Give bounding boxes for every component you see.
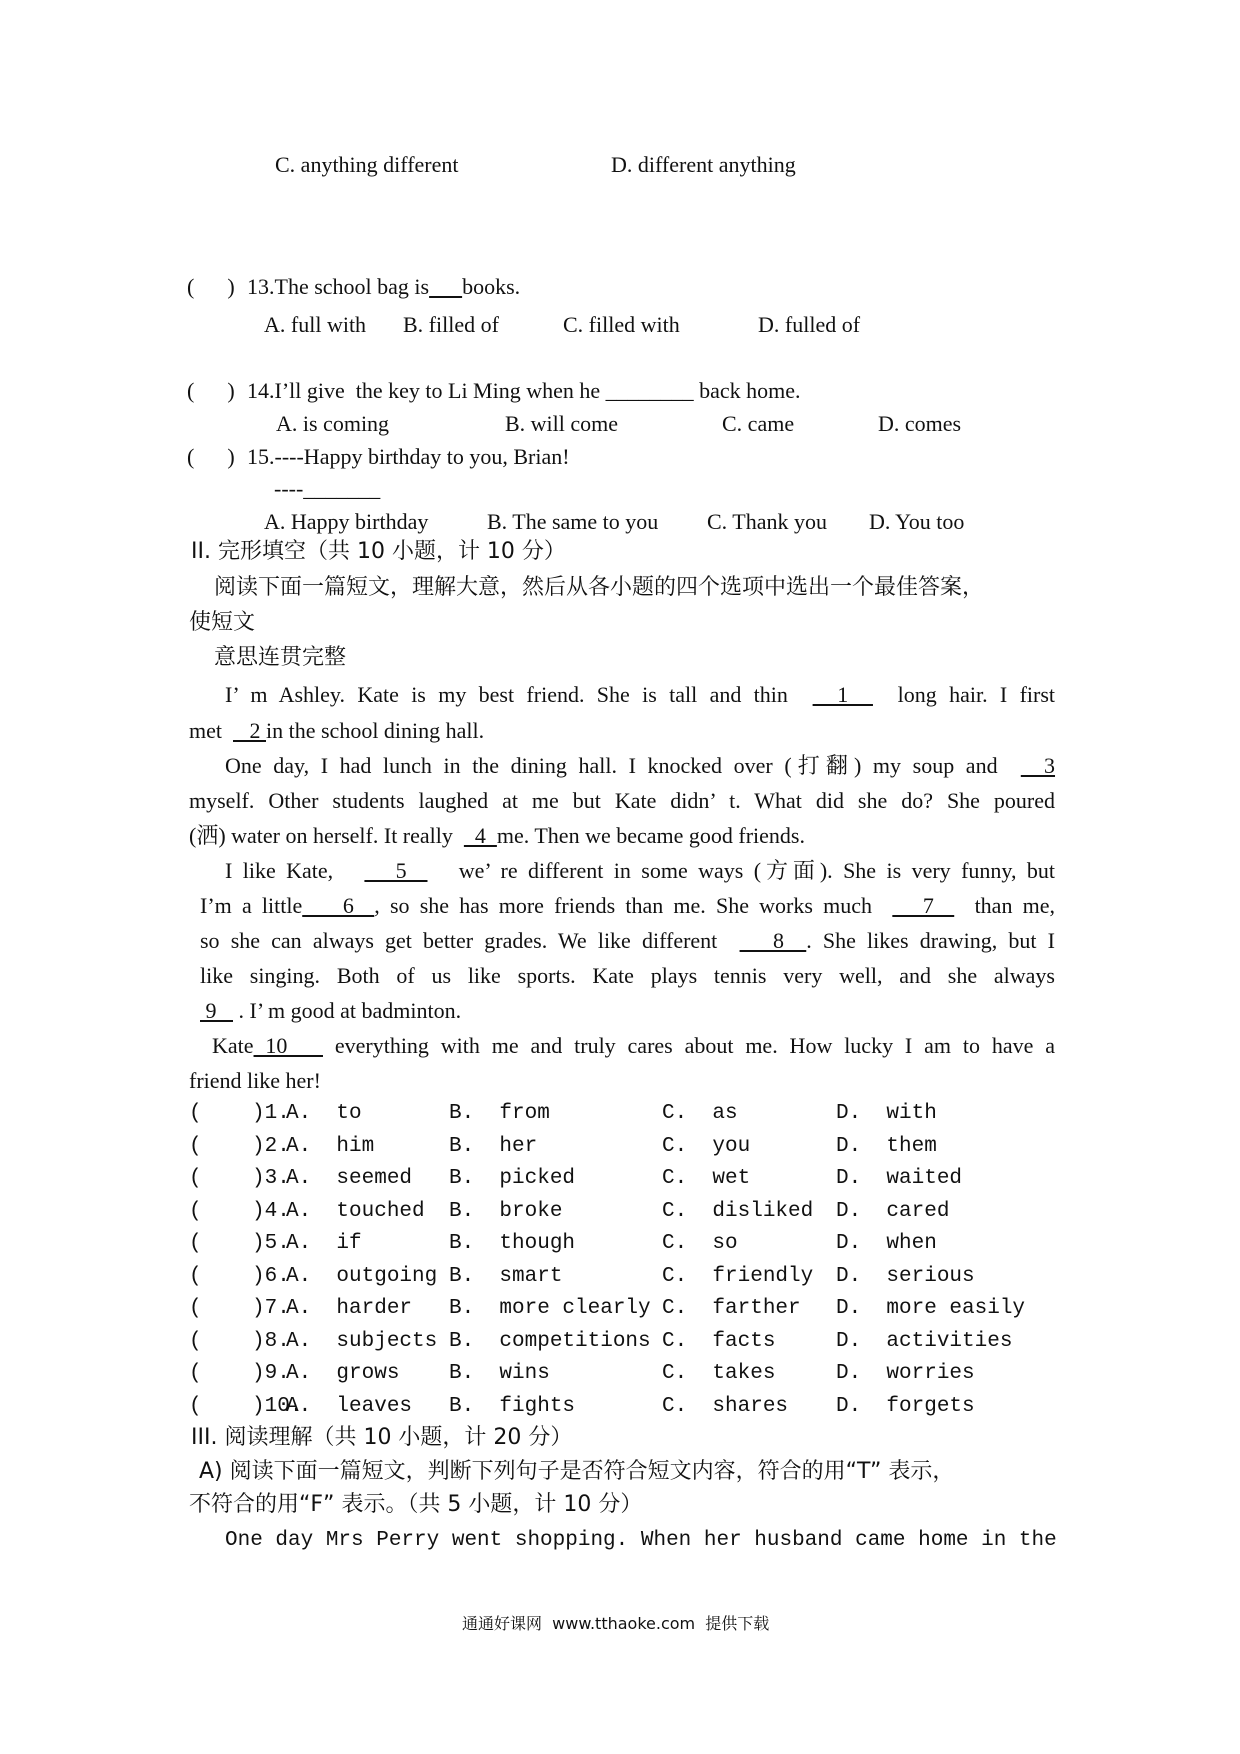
q14-option-d: D. comes — [878, 411, 962, 436]
q14-option-b: B. will come — [505, 411, 619, 436]
cloze-option-b: B. from — [449, 1102, 550, 1125]
q15-option-a: A. Happy birthday — [264, 509, 429, 534]
cloze-option-c: C. you — [662, 1134, 751, 1158]
q15-option-c: C. Thank you — [707, 509, 827, 534]
cloze-option-a: A. leaves — [286, 1394, 413, 1418]
passage-line: so she can always get better grades. We like different 8 . She likes drawing, but I — [200, 928, 1056, 953]
q15-option-d: D. You too — [869, 509, 965, 534]
blank-1: 1 — [812, 682, 873, 707]
cloze-option-b: B. smart — [449, 1264, 563, 1288]
passage-line: like singing. Both of us like sports. Kate plays tennis very well, and she always — [200, 963, 1055, 988]
cloze-option-c: C. friendly — [662, 1264, 814, 1288]
cloze-option-d: D. them — [836, 1134, 937, 1158]
section-2-instruction: 阅读下面一篇短文，理解大意，然后从各小题的四个选项中选出一个最佳答案， — [214, 575, 985, 600]
cloze-option-d: D. cared — [836, 1199, 950, 1223]
cloze-option-b: B. though — [449, 1232, 576, 1255]
cloze-option-a: A. him — [286, 1134, 375, 1158]
cloze-option-d: D. with — [836, 1102, 937, 1125]
cloze-option-number: ( )9. — [189, 1362, 290, 1385]
cloze-option-number: ( )3. — [189, 1167, 290, 1190]
passage-line: I’ m Ashley. Kate is my best friend. She is tall and thin 1 long hair. I first — [225, 682, 1056, 707]
q15-option-b: B. The same to you — [487, 509, 659, 534]
cloze-option-d: D. waited — [836, 1167, 963, 1190]
section-2-instruction-cont: 使短文 — [189, 610, 256, 635]
q14-answer-paren: ( ) — [187, 378, 235, 403]
cloze-option-number: ( )8. — [189, 1329, 290, 1353]
section-3-title: III. 阅读理解（共 10 小题，计 20 分） — [191, 1425, 573, 1450]
cloze-option-b: B. more clearly — [449, 1297, 651, 1320]
cloze-option-a: A. seemed — [286, 1167, 413, 1190]
passage-line: 9 . I’ m good at badminton. — [200, 998, 462, 1023]
section-3-instruction: A) 阅读下面一篇短文，判断下列句子是否符合短文内容，符合的用“T” 表示， — [199, 1459, 955, 1484]
q13-option-a: A. full with — [264, 312, 367, 337]
q12-option-c: C. anything different — [275, 152, 459, 177]
blank-4: 4 — [463, 823, 497, 848]
q14-stem: 14.I’ll give the key to Li Ming when he ________ back home. — [247, 378, 801, 403]
q13-stem: 13.The school bag is books. — [247, 274, 521, 299]
q13-answer-paren: ( ) — [187, 274, 235, 299]
section-3-instruction-cont: 不符合的用“F” 表示。（共 5 小题，计 10 分） — [189, 1492, 643, 1517]
cloze-option-b: B. her — [449, 1134, 538, 1158]
cloze-option-b: B. competitions — [449, 1329, 651, 1353]
cloze-option-a: A. grows — [286, 1362, 400, 1385]
cloze-option-d: D. more easily — [836, 1297, 1026, 1320]
reading-passage-start: One day Mrs Perry went shopping. When her husband came home in the — [225, 1529, 1057, 1552]
passage-line: I’m a little 6 , so she has more friends than me. She works much 7 than me, — [200, 893, 1056, 918]
q14-option-c: C. came — [722, 411, 795, 436]
cloze-option-c: C. disliked — [662, 1199, 814, 1223]
q14-option-a: A. is coming — [276, 411, 390, 436]
cloze-option-c: C. so — [662, 1232, 738, 1255]
cloze-option-b: B. fights — [449, 1394, 576, 1418]
cloze-option-a: A. subjects — [286, 1329, 438, 1353]
cloze-option-d: D. worries — [836, 1362, 975, 1385]
passage-line: One day, I had lunch in the dining hall. I knocked over (打翻) my soup and 3 — [225, 753, 1056, 778]
cloze-option-b: B. picked — [449, 1167, 576, 1190]
cloze-option-c: C. facts — [662, 1329, 776, 1353]
footer-credit: 通通好课网 www.tthaoke.com 提供下载 — [462, 1614, 770, 1633]
cloze-option-b: B. wins — [449, 1362, 550, 1385]
q13-option-b: B. filled of — [403, 312, 499, 337]
q15-reply-blank: ----_______ — [274, 476, 381, 501]
blank-7: 7 — [892, 893, 955, 918]
cloze-option-d: D. when — [836, 1232, 937, 1255]
section-2-instruction-cont2: 意思连贯完整 — [214, 645, 347, 670]
cloze-option-number: ( )4. — [189, 1199, 290, 1223]
q13-option-c: C. filled with — [563, 312, 680, 337]
blank-10: 10 — [253, 1033, 323, 1058]
blank-6: 6 — [302, 893, 375, 918]
passage-line: Kate 10 everything with me and truly cares about me. How lucky I am to have a — [212, 1033, 1055, 1058]
passage-line: friend like her! — [189, 1068, 321, 1093]
cloze-option-b: B. broke — [449, 1199, 563, 1223]
cloze-option-number: ( )7. — [189, 1297, 290, 1320]
section-2-title: II. 完形填空（共 10 小题，计 10 分） — [191, 539, 566, 564]
cloze-option-number: ( )10. — [189, 1394, 303, 1418]
blank-9: 9 — [200, 998, 233, 1023]
q15-answer-paren: ( ) — [187, 444, 235, 469]
cloze-option-d: D. activities — [836, 1329, 1013, 1353]
cloze-option-a: A. harder — [286, 1297, 413, 1320]
cloze-option-number: ( )5. — [189, 1232, 290, 1255]
cloze-option-a: A. to — [286, 1102, 362, 1125]
cloze-option-a: A. touched — [286, 1199, 425, 1223]
cloze-option-c: C. wet — [662, 1167, 751, 1190]
cloze-option-d: D. forgets — [836, 1394, 975, 1418]
cloze-option-number: ( )2. — [189, 1134, 290, 1158]
cloze-option-number: ( )6. — [189, 1264, 290, 1288]
q12-option-d: D. different anything — [611, 152, 796, 177]
blank-8: 8 — [739, 928, 807, 953]
q13-option-d: D. fulled of — [758, 312, 861, 337]
cloze-option-d: D. serious — [836, 1264, 975, 1288]
cloze-option-a: A. outgoing — [286, 1264, 438, 1288]
cloze-option-c: C. farther — [662, 1297, 801, 1320]
cloze-option-c: C. as — [662, 1102, 738, 1125]
q15-stem: 15.----Happy birthday to you, Brian! — [247, 444, 570, 469]
cloze-option-c: C. shares — [662, 1394, 789, 1418]
blank-5: 5 — [364, 858, 428, 883]
blank-2: 2 — [233, 718, 266, 743]
passage-line: met 2 in the school dining hall. — [189, 718, 485, 743]
cloze-option-a: A. if — [286, 1232, 362, 1255]
passage-line: (洒) water on herself. It really 4 me. Then we became good friends. — [189, 823, 805, 848]
passage-line: I like Kate, 5 we’ re different in some ways (方面). She is very funny, but — [225, 858, 1055, 883]
passage-line: myself. Other students laughed at me but Kate didn’ t. What did she do? She poured — [189, 788, 1055, 813]
cloze-option-number: ( )1. — [189, 1102, 290, 1125]
cloze-option-c: C. takes — [662, 1362, 776, 1385]
blank-3: 3 — [1020, 753, 1056, 778]
